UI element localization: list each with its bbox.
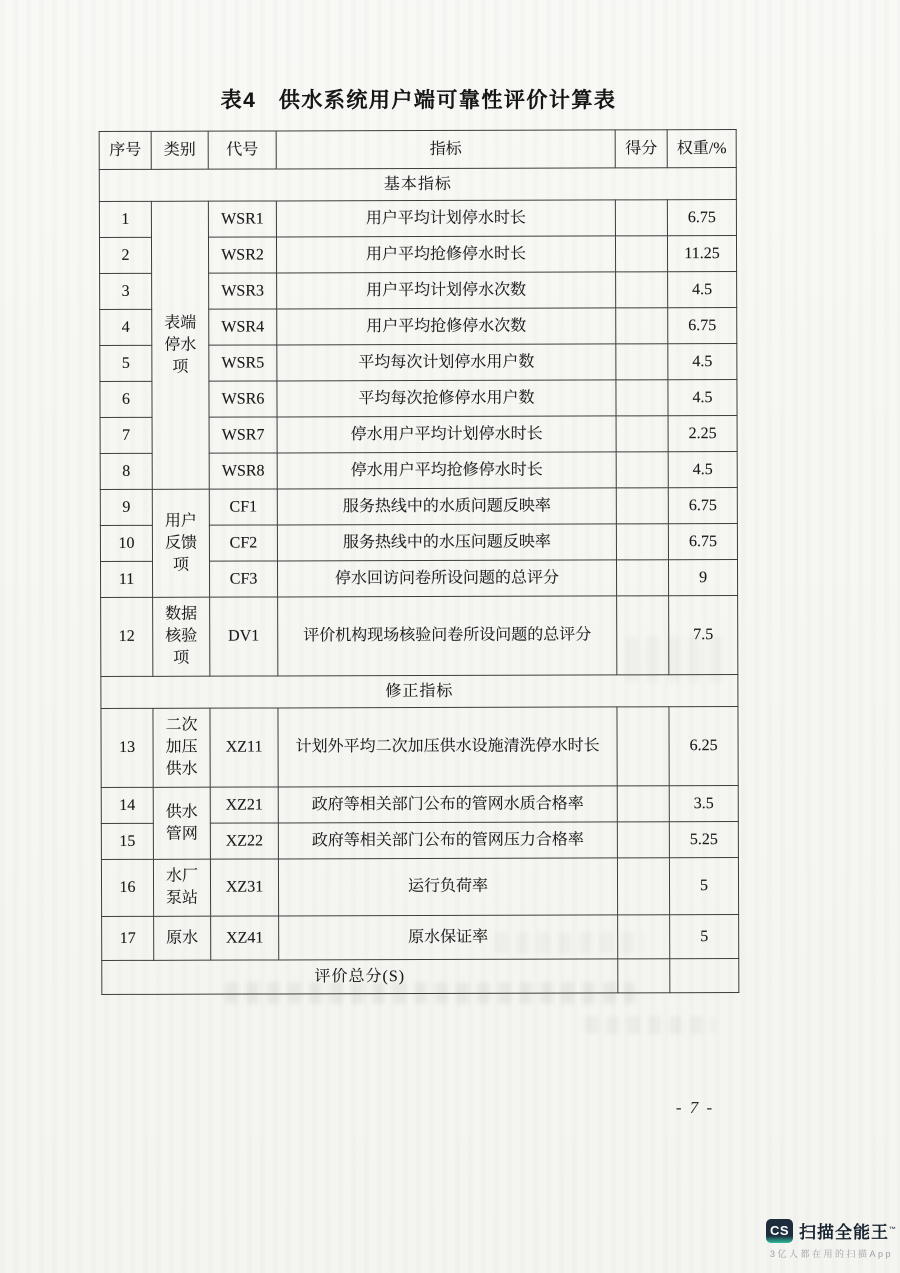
code-cell: XZ41 [211,916,279,960]
row-number-cell: 9 [100,489,152,525]
code-cell: CF2 [209,525,277,561]
header-row [99,130,736,170]
row-number-cell: 8 [100,453,152,489]
weight-cell: 6.75 [667,200,736,236]
score-cell [616,488,668,524]
score-cell [617,707,669,786]
score-cell [617,858,669,915]
scan-artifact [625,636,730,682]
weight-cell: 7.5 [669,595,738,674]
score-cell [617,786,669,822]
score-cell [616,524,668,560]
indicator-cell: 平均每次计划停水用户数 [277,344,616,381]
indicator-cell: 服务热线中的水质问题反映率 [277,488,616,525]
row-number-cell: 1 [99,201,151,237]
code-cell: XZ31 [210,859,278,916]
column-header: 指标 [276,130,615,169]
scan-artifact [585,1016,715,1034]
indicator-cell: 运行负荷率 [278,858,617,916]
weight-cell: 6.75 [668,487,737,523]
indicator-cell: 计划外平均二次加压供水设施清洗停水时长 [278,707,617,787]
weight-cell: 9 [668,559,737,595]
scan-artifact [225,982,635,1004]
weight-cell: 6.75 [668,308,737,344]
score-cell [616,308,668,344]
category-cell: 用户反馈项 [152,489,209,597]
code-cell: WSR2 [208,237,276,273]
indicator-cell: 用户平均抢修停水次数 [277,308,616,345]
total-weight-cell [670,958,739,992]
row-number-cell: 17 [102,916,154,960]
section-row [99,168,736,202]
watermark-tagline: 3亿人都在用的扫描App [769,1249,894,1259]
row-number-cell: 10 [100,525,152,561]
page-number: - 7 - [675,1098,715,1117]
column-header: 权重/% [667,130,736,168]
weight-cell: 4.5 [668,451,737,487]
score-cell [617,822,669,858]
indicator-cell: 政府等相关部门公布的管网压力合格率 [278,822,617,859]
table-row [101,785,738,823]
indicator-cell: 评价机构现场核验问卷所设问题的总评分 [278,596,617,676]
weight-cell: 6.75 [668,523,737,559]
row-number-cell: 5 [100,345,152,381]
row-number-cell: 7 [100,417,152,453]
indicator-cell: 用户平均计划停水次数 [277,272,616,309]
row-number-cell: 3 [100,273,152,309]
weight-cell: 3.5 [669,785,738,821]
code-cell: XZ21 [210,787,278,823]
evaluation-table [99,129,740,995]
code-cell: CF3 [209,561,277,597]
code-cell: CF1 [209,489,277,525]
column-header: 得分 [615,130,667,168]
weight-cell: 6.25 [669,706,738,785]
row-number-cell: 12 [101,597,153,676]
table-row [99,200,736,238]
code-cell: DV1 [210,597,278,676]
column-header: 类别 [151,131,208,169]
row-number-cell: 11 [100,561,152,597]
column-header: 代号 [208,131,276,169]
table-row [100,487,737,525]
score-cell [616,452,668,488]
score-cell [615,200,667,236]
weight-cell: 5.25 [669,821,738,857]
category-cell: 数据核验项 [153,597,210,676]
score-cell [616,344,668,380]
score-cell [615,236,667,272]
weight-cell: 4.5 [668,380,737,416]
row-number-cell: 14 [101,787,153,823]
row-number-cell: 13 [101,708,153,787]
row-number-cell: 2 [99,237,151,273]
row-number-cell: 15 [101,823,153,859]
code-cell: WSR5 [209,345,277,381]
indicator-cell: 服务热线中的水压问题反映率 [277,524,616,561]
category-cell: 水厂泵站 [153,859,210,916]
camscanner-watermark [766,1218,897,1260]
camscanner-logo-icon: CS [766,1219,793,1243]
scan-artifact [495,932,645,954]
column-header: 序号 [99,131,151,169]
table-row [101,706,738,787]
weight-cell: 4.5 [668,344,737,380]
score-cell [616,272,668,308]
row-number-cell: 6 [100,381,152,417]
row-number-cell: 16 [101,859,153,916]
weight-cell: 5 [670,914,739,958]
code-cell: XZ22 [210,823,278,859]
weight-cell: 11.25 [667,236,736,272]
weight-cell: 2.25 [668,416,737,452]
page-title: 表4 供水系统用户端可靠性评价计算表 [220,89,617,112]
total-label-cell: 评价总分(S) [102,959,618,995]
indicator-cell: 用户平均计划停水时长 [276,200,615,237]
code-cell: XZ11 [210,708,278,787]
indicator-cell: 停水回访问卷所设问题的总评分 [277,560,616,597]
code-cell: WSR4 [209,309,277,345]
code-cell: WSR7 [209,417,277,453]
section-label: 基本指标 [99,168,736,202]
category-cell: 供水管网 [153,787,210,859]
code-cell: WSR8 [209,453,277,489]
category-cell: 原水 [154,916,211,960]
row-number-cell: 4 [100,309,152,345]
score-cell [616,560,668,596]
indicator-cell: 用户平均抢修停水时长 [276,236,615,273]
trademark-symbol: ™ [889,1226,897,1234]
weight-cell: 5 [669,857,738,914]
section-label: 修正指标 [101,674,738,708]
indicator-cell: 政府等相关部门公布的管网水质合格率 [278,786,617,823]
score-cell [616,416,668,452]
indicator-cell: 停水用户平均计划停水时长 [277,416,616,453]
code-cell: WSR3 [209,273,277,309]
indicator-cell: 原水保证率 [279,915,618,960]
score-cell [616,380,668,416]
watermark-app-name: 扫描全能王™ [799,1223,897,1242]
category-cell: 二次加压供水 [153,708,210,787]
table-row [101,857,738,916]
category-cell: 表端停水项 [151,201,209,489]
indicator-cell: 平均每次抢修停水用户数 [277,380,616,417]
code-cell: WSR6 [209,381,277,417]
code-cell: WSR1 [208,201,276,237]
weight-cell: 4.5 [668,272,737,308]
indicator-cell: 停水用户平均抢修停水时长 [277,452,616,489]
